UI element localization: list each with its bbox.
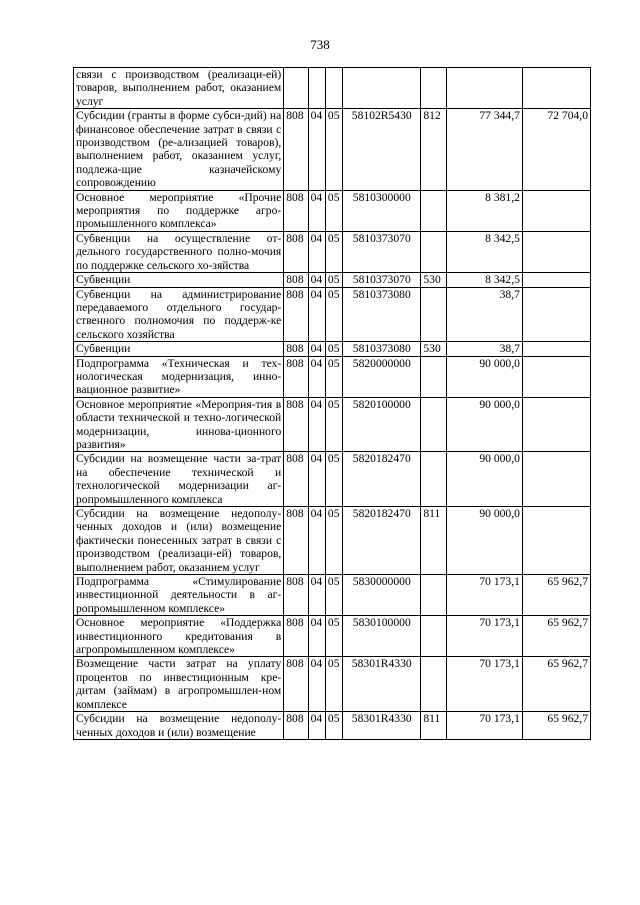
budget-table-body — [74, 68, 591, 740]
subsection-code-cell: 05 — [325, 616, 342, 657]
target-article-cell: 58301R4330 — [343, 712, 421, 740]
section-code-cell: 04 — [308, 109, 325, 190]
row-name-cell: Субвенции — [74, 273, 284, 287]
ved-code-cell: 808 — [284, 575, 308, 616]
row-name-cell: Основное мероприятие «Мероприя-тия в области технической и техно-логической модернизации, иннова-ционного развития» — [74, 397, 284, 452]
row-name-cell: Субвенции — [74, 342, 284, 356]
section-code-cell: 04 — [308, 507, 325, 575]
target-article-cell: 5810300000 — [343, 190, 421, 231]
ved-code-cell: 808 — [284, 657, 308, 712]
amount-year2-cell — [522, 273, 590, 287]
row-name-cell: Субсидии (гранты в форме субси-дий) на финансовое обеспечение затрат в связи с производством (ре-ализацией товаров), выполнением работ, оказанием услуг, подлежа-щие казначейскому сопровождению — [74, 109, 284, 190]
ved-code-cell: 808 — [284, 109, 308, 190]
amount-year2-cell — [522, 190, 590, 231]
ved-code-cell: 808 — [284, 616, 308, 657]
table-row — [74, 273, 591, 287]
target-article-cell: 5810373070 — [343, 273, 421, 287]
amount-year1-cell — [446, 68, 522, 109]
ved-code-cell: 808 — [284, 342, 308, 356]
row-name-cell: Подпрограмма «Стимулирование инвестиционной деятельности в аг-ропромышленном комплексе» — [74, 575, 284, 616]
subsection-code-cell: 05 — [325, 287, 342, 342]
section-code-cell: 04 — [308, 616, 325, 657]
target-article-cell: 5820000000 — [343, 356, 421, 397]
row-name-cell: Субсидии на возмещение части за-трат на обеспечение технической и технологической модернизации аг-ропромышленного комплекса — [74, 452, 284, 507]
table-row — [74, 231, 591, 272]
ved-code-cell: 808 — [284, 231, 308, 272]
subsection-code-cell: 05 — [325, 712, 342, 740]
expense-type-cell — [421, 657, 446, 712]
amount-year1-cell: 90 000,0 — [446, 356, 522, 397]
amount-year2-cell — [522, 342, 590, 356]
target-article-cell — [343, 68, 421, 109]
amount-year2-cell — [522, 68, 590, 109]
row-name-cell: Основное мероприятие «Поддержка инвестиционного кредитования в агропромышленном комплексе» — [74, 616, 284, 657]
target-article-cell: 5810373080 — [343, 287, 421, 342]
table-row — [74, 356, 591, 397]
expense-type-cell: 530 — [421, 273, 446, 287]
expense-type-cell: 811 — [421, 507, 446, 575]
table-row — [74, 616, 591, 657]
amount-year1-cell: 70 173,1 — [446, 616, 522, 657]
row-name-cell: связи с производством (реализаци-ей) товаров, выполнением работ, оказанием услуг — [74, 68, 284, 109]
target-article-cell: 58301R4330 — [343, 657, 421, 712]
amount-year2-cell — [522, 397, 590, 452]
row-name-cell: Субвенции на осуществление от-дельного государственного полно-мочия по поддержке сельского хо-зяйства — [74, 231, 284, 272]
expense-type-cell — [421, 190, 446, 231]
subsection-code-cell: 05 — [325, 452, 342, 507]
table-row — [74, 342, 591, 356]
budget-table — [73, 67, 591, 740]
section-code-cell: 04 — [308, 452, 325, 507]
table-row — [74, 657, 591, 712]
subsection-code-cell: 05 — [325, 109, 342, 190]
table-row — [74, 575, 591, 616]
amount-year1-cell: 8 381,2 — [446, 190, 522, 231]
expense-type-cell: 812 — [421, 109, 446, 190]
amount-year2-cell: 65 962,7 — [522, 575, 590, 616]
section-code-cell: 04 — [308, 356, 325, 397]
row-name-cell: Основное мероприятие «Прочие мероприятия по поддержке агро-промышленного комплекса» — [74, 190, 284, 231]
row-name-cell: Подпрограмма «Техническая и тех-нологическая модернизация, инно-вационное развитие» — [74, 356, 284, 397]
amount-year2-cell: 65 962,7 — [522, 712, 590, 740]
section-code-cell: 04 — [308, 231, 325, 272]
expense-type-cell — [421, 452, 446, 507]
subsection-code-cell: 05 — [325, 190, 342, 231]
row-name-cell: Субсидии на возмещение недополу-ченных доходов и (или) возмещение фактически понесенных затрат в связи с производством (реализаци-ей) товаров, выполнением работ, оказанием услуг — [74, 507, 284, 575]
amount-year1-cell: 70 173,1 — [446, 657, 522, 712]
expense-type-cell: 530 — [421, 342, 446, 356]
expense-type-cell — [421, 68, 446, 109]
section-code-cell: 04 — [308, 287, 325, 342]
target-article-cell: 5830000000 — [343, 575, 421, 616]
amount-year1-cell: 90 000,0 — [446, 507, 522, 575]
section-code-cell: 04 — [308, 657, 325, 712]
expense-type-cell — [421, 575, 446, 616]
target-article-cell: 5810373080 — [343, 342, 421, 356]
subsection-code-cell: 05 — [325, 507, 342, 575]
subsection-code-cell: 05 — [325, 575, 342, 616]
table-row — [74, 507, 591, 575]
section-code-cell: 04 — [308, 190, 325, 231]
amount-year1-cell: 38,7 — [446, 287, 522, 342]
amount-year1-cell: 8 342,5 — [446, 273, 522, 287]
section-code-cell: 04 — [308, 712, 325, 740]
expense-type-cell: 811 — [421, 712, 446, 740]
target-article-cell: 5830100000 — [343, 616, 421, 657]
ved-code-cell: 808 — [284, 507, 308, 575]
section-code-cell: 04 — [308, 273, 325, 287]
ved-code-cell: 808 — [284, 712, 308, 740]
amount-year1-cell: 8 342,5 — [446, 231, 522, 272]
amount-year2-cell — [522, 507, 590, 575]
target-article-cell: 5820182470 — [343, 452, 421, 507]
ved-code-cell: 808 — [284, 397, 308, 452]
table-row — [74, 452, 591, 507]
subsection-code-cell: 05 — [325, 657, 342, 712]
section-code-cell — [308, 68, 325, 109]
table-row — [74, 397, 591, 452]
ved-code-cell: 808 — [284, 287, 308, 342]
expense-type-cell — [421, 287, 446, 342]
subsection-code-cell: 05 — [325, 273, 342, 287]
table-row — [74, 712, 591, 740]
amount-year2-cell — [522, 356, 590, 397]
table-row — [74, 287, 591, 342]
ved-code-cell: 808 — [284, 190, 308, 231]
subsection-code-cell — [325, 68, 342, 109]
amount-year1-cell: 90 000,0 — [446, 397, 522, 452]
section-code-cell: 04 — [308, 342, 325, 356]
amount-year1-cell: 70 173,1 — [446, 712, 522, 740]
amount-year2-cell: 72 704,0 — [522, 109, 590, 190]
amount-year2-cell — [522, 287, 590, 342]
row-name-cell: Субвенции на администрирование передаваемого отдельного государ-ственного полномочия по поддерж-ке сельского хозяйства — [74, 287, 284, 342]
ved-code-cell: 808 — [284, 452, 308, 507]
amount-year1-cell: 38,7 — [446, 342, 522, 356]
page-number: 738 — [310, 37, 330, 52]
ved-code-cell: 808 — [284, 356, 308, 397]
amount-year2-cell — [522, 231, 590, 272]
subsection-code-cell: 05 — [325, 342, 342, 356]
subsection-code-cell: 05 — [325, 356, 342, 397]
table-row — [74, 190, 591, 231]
amount-year1-cell: 77 344,7 — [446, 109, 522, 190]
ved-code-cell: 808 — [284, 273, 308, 287]
section-code-cell: 04 — [308, 397, 325, 452]
amount-year1-cell: 70 173,1 — [446, 575, 522, 616]
subsection-code-cell: 05 — [325, 397, 342, 452]
amount-year2-cell — [522, 452, 590, 507]
expense-type-cell — [421, 616, 446, 657]
expense-type-cell — [421, 231, 446, 272]
target-article-cell: 5820182470 — [343, 507, 421, 575]
amount-year2-cell: 65 962,7 — [522, 616, 590, 657]
subsection-code-cell: 05 — [325, 231, 342, 272]
amount-year2-cell: 65 962,7 — [522, 657, 590, 712]
row-name-cell: Возмещение части затрат на уплату процентов по инвестиционным кре-дитам (займам) в агропромышлен-ном комплексе — [74, 657, 284, 712]
row-name-cell: Субсидии на возмещение недополу-ченных доходов и (или) возмещение — [74, 712, 284, 740]
table-row — [74, 109, 591, 190]
expense-type-cell — [421, 397, 446, 452]
expense-type-cell — [421, 356, 446, 397]
target-article-cell: 5820100000 — [343, 397, 421, 452]
amount-year1-cell: 90 000,0 — [446, 452, 522, 507]
target-article-cell: 58102R5430 — [343, 109, 421, 190]
section-code-cell: 04 — [308, 575, 325, 616]
ved-code-cell — [284, 68, 308, 109]
table-row — [74, 68, 591, 109]
target-article-cell: 5810373070 — [343, 231, 421, 272]
